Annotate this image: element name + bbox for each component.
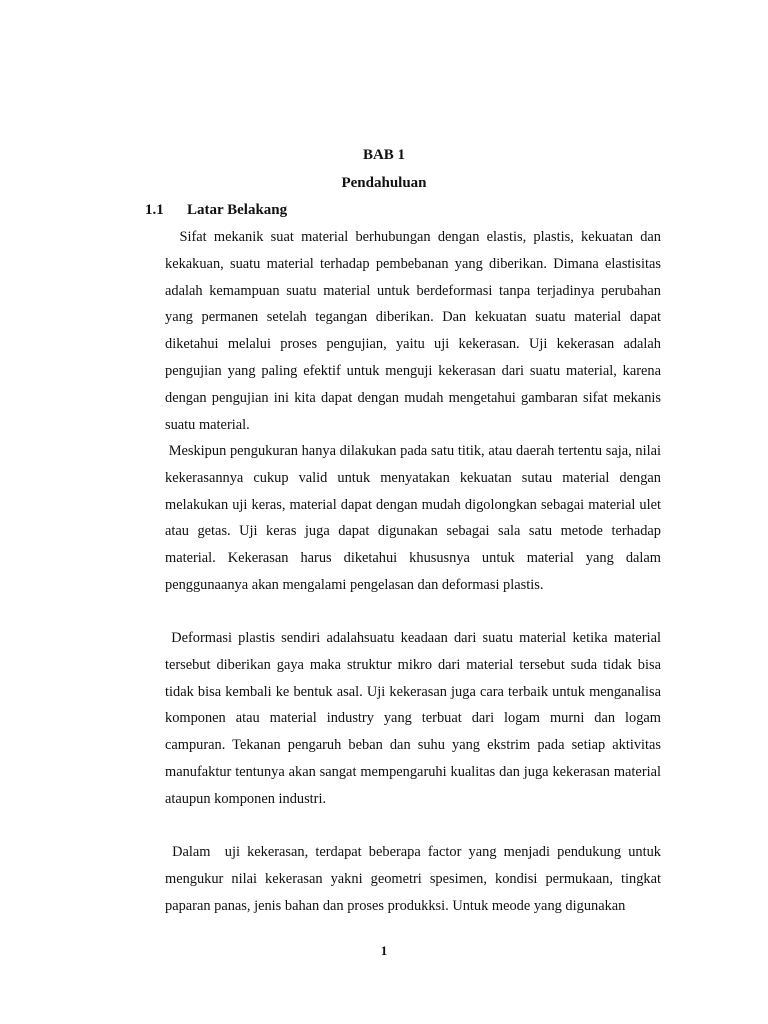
section-title: Latar Belakang [187,202,288,218]
paragraph: Deformasi plastis sendiri adalahsuatu keadaan dari suatu material ketika material tersebut diberikan gaya maka struktur mikro dari material tersebut suda tidak bisa tidak bisa kembali ke bentuk asal. Uji kekerasan juga cara terbaik untuk menganalisa komponen atau material industry yang terbuat dari logam murni dan logam campuran. Tekanan pengaruh beban dan suhu yang ekstrim pada setiap aktivitas manufaktur tentunya akan sangat mempengaruhi kualitas dan juga kekerasan material ataupun komponen industri. [165,630,661,807]
section-heading [145,200,287,220]
paragraph: Dalam uji kekerasan, terdapat beberapa factor yang menjadi pendukung untuk mengukur nilai kekerasan yakni geometri spesimen, kondisi permukaan, tingkat paparan panas, jenis bahan dan proses produkksi. Untuk meode yang digunakan [165,844,661,914]
chapter-title: Pendahuluan [341,175,427,191]
paragraph: Meskipun pengukuran hanya dilakukan pada satu titik, atau daerah tertentu saja, nilai kekerasannya cukup valid untuk menyatakan kekuatan sutau material dengan melakukan uji keras, material dapat dengan mudah digolongkan sebagai material ulet atau getas. Uji keras juga dapat digunakan sebagai sala satu metode terhadap material. Kekerasan harus diketahui khususnya untuk material yang dalam penggunaanya akan mengalami pengelasan dan deformasi plastis. [165,443,661,593]
page-number: 1 [380,943,388,958]
chapter-number: BAB 1 [362,147,406,163]
section-number: 1.1 [145,202,164,218]
paragraph: Sifat mekanik suat material berhubungan dengan elastis, plastis, kekuatan dan kekakuan, suatu material terhadap pembebanan yang diberikan. Dimana elastisitas adalah kemampuan suatu material untuk berdeformasi tanpa terjadinya perubahan yang permanen setelah tegangan diberikan. Dan kekuatan suatu material dapat diketahui melalui proses pengujian, yaitu uji kekerasan. Uji kekerasan adalah pengujian yang paling efektif untuk menguji kekerasan dari suatu material, karena dengan pengujian ini kita dapat dengan mudah mengetahui gambaran sifat mekanis suatu material. [165,229,661,433]
